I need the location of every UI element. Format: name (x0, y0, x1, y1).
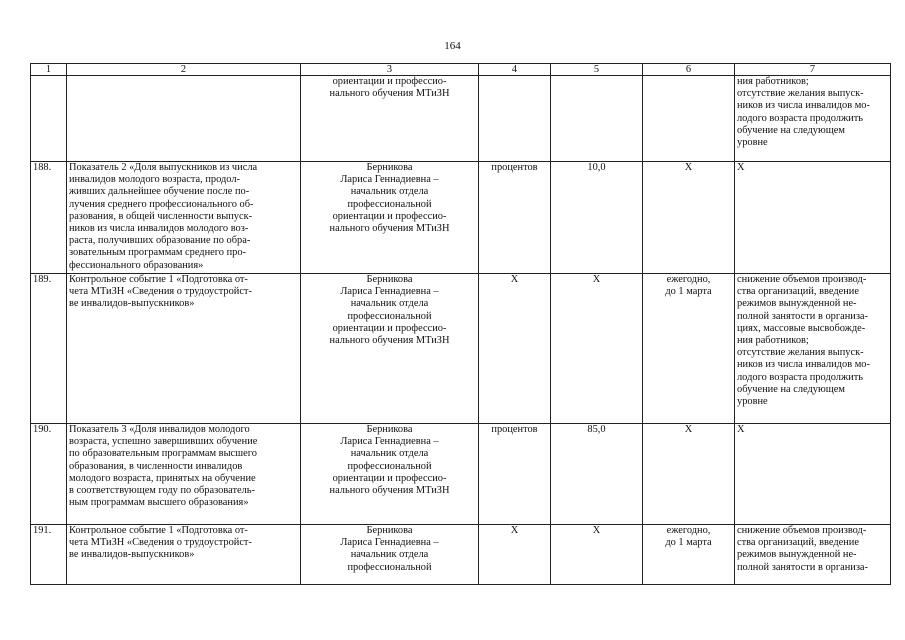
risks-cell-line: ников из числа инвалидов мо- (737, 359, 870, 371)
responsible-cell-line: профессиональной (347, 561, 432, 573)
term-cell-line: до 1 марта (665, 537, 712, 549)
unit-cell: Х (479, 525, 551, 585)
risks-cell-line: ства организаций, введение (737, 286, 859, 298)
unit-cell (479, 76, 551, 162)
responsible-cell (301, 525, 479, 585)
table-body (31, 76, 891, 585)
table-row (31, 525, 891, 585)
risks-cell (735, 162, 891, 274)
description-cell-line: Контрольное событие 1 «Подготовка от- (69, 274, 248, 285)
risks-cell-line: ников из числа инвалидов мо- (737, 100, 870, 112)
term-cell-line: ежегодно, (666, 274, 711, 285)
risks-cell-line: режимов вынужденной не- (737, 298, 857, 310)
term-cell-line: до 1 марта (665, 286, 712, 298)
risks-cell-line: ния работников; (737, 335, 809, 347)
description-cell-line: возраста, успешно завершивших обучение (69, 436, 258, 448)
description-cell-line: Показатель 3 «Доля инвалидов молодого (69, 424, 250, 435)
risks-cell-line: уровне (737, 137, 768, 149)
responsible-cell-line: Берникова (366, 274, 413, 285)
description-cell-line: чета МТиЗН «Сведения о трудоустройст- (69, 286, 252, 298)
table-row (31, 162, 891, 274)
risks-cell-line: обучение на следующем (737, 383, 845, 395)
row-number-cell: 188. (31, 162, 67, 274)
responsible-cell-line: нального обучения МТиЗН (329, 485, 450, 497)
column-header: 5 (551, 64, 643, 76)
term-cell (643, 274, 735, 424)
risks-cell-line: лодого возраста продолжить (737, 112, 863, 124)
responsible-cell-line: Лариса Геннадиевна – (340, 436, 439, 448)
responsible-cell (301, 162, 479, 274)
description-cell-line: инвалидов молодого возраста, продол- (69, 174, 240, 186)
description-cell (67, 76, 301, 162)
responsible-cell-line: начальник отдела (350, 298, 429, 310)
description-cell-line: ве инвалидов-выпускников» (69, 549, 195, 561)
description-cell-line: чета МТиЗН «Сведения о трудоустройст- (69, 537, 252, 549)
risks-cell-line: лодого возраста продолжить (737, 371, 863, 383)
risks-cell-line: снижение объемов производ- (737, 274, 867, 285)
term-cell (643, 76, 735, 162)
table-row (31, 76, 891, 162)
value-cell: Х (551, 274, 643, 424)
description-cell-line: ным программам высшего образования» (69, 497, 249, 509)
description-cell-line: Показатель 2 «Доля выпускников из числа (69, 162, 258, 173)
responsible-cell-line: ориентации и профессио- (332, 210, 447, 222)
responsible-cell-line: Берникова (366, 162, 413, 173)
responsible-cell-line: начальник отдела (350, 549, 429, 561)
value-cell: Х (551, 525, 643, 585)
table-row (31, 274, 891, 424)
responsible-cell-line: начальник отдела (350, 448, 429, 460)
responsible-cell-line: ориентации и профессио- (332, 322, 447, 334)
term-cell (643, 424, 735, 525)
risks-cell-line: Х (737, 162, 745, 173)
responsible-cell-line: начальник отдела (350, 186, 429, 198)
column-header: 3 (301, 64, 479, 76)
risks-cell (735, 525, 891, 585)
description-cell-line: образования, в численности инвалидов (69, 460, 243, 472)
description-cell (67, 274, 301, 424)
row-number-cell: 190. (31, 424, 67, 525)
column-header: 7 (735, 64, 891, 76)
description-cell-line: разования, в общей численности выпуск- (69, 210, 253, 222)
column-header: 4 (479, 64, 551, 76)
responsible-cell (301, 274, 479, 424)
column-header: 2 (67, 64, 301, 76)
risks-cell-line: снижение объемов производ- (737, 525, 867, 536)
description-cell (67, 525, 301, 585)
description-cell-line: по образовательным программам высшего (69, 448, 257, 460)
risks-cell-line: режимов вынужденной не- (737, 549, 857, 561)
description-cell-line: раста, получивших образование по обра- (69, 235, 251, 247)
row-number-cell: 189. (31, 274, 67, 424)
risks-cell (735, 76, 891, 162)
responsible-cell-line: нального обучения МТиЗН (329, 223, 450, 235)
column-header: 1 (31, 64, 67, 76)
risks-cell-line: полной занятости в организа- (737, 561, 869, 573)
description-cell (67, 424, 301, 525)
unit-cell: процентов (479, 424, 551, 525)
risks-cell (735, 274, 891, 424)
row-number-cell: 191. (31, 525, 67, 585)
responsible-cell-line: Лариса Геннадиевна – (340, 537, 439, 549)
risks-cell (735, 424, 891, 525)
description-cell-line: лучения среднего профессионального об- (69, 198, 254, 210)
description-cell-line: в соответствующем году по образователь- (69, 485, 255, 497)
responsible-cell-line: профессиональной (347, 460, 432, 472)
value-cell: 85,0 (551, 424, 643, 525)
risks-cell-line: циях, массовые высвобожде- (737, 322, 866, 334)
responsible-cell-line: Лариса Геннадиевна – (340, 286, 439, 298)
responsible-cell-line: профессиональной (347, 310, 432, 322)
risks-cell-line: Х (737, 424, 745, 435)
risks-cell-line: обучение на следующем (737, 124, 845, 136)
term-cell (643, 525, 735, 585)
value-cell: 10,0 (551, 162, 643, 274)
responsible-cell-line: Берникова (366, 525, 413, 536)
row-number-cell (31, 76, 67, 162)
term-cell-line: Х (684, 424, 693, 435)
responsible-cell-line: ориентации и профессио- (332, 472, 447, 484)
responsible-cell-line: профессиональной (347, 198, 432, 210)
table-row (31, 424, 891, 525)
responsible-cell-line: ориентации и профессио- (332, 76, 447, 87)
responsible-cell (301, 424, 479, 525)
risks-cell-line: уровне (737, 396, 768, 408)
responsible-cell-line: Берникова (366, 424, 413, 435)
page-number: 164 (444, 40, 461, 52)
description-cell-line: Контрольное событие 1 «Подготовка от- (69, 525, 248, 536)
value-cell (551, 76, 643, 162)
term-cell-line: Х (684, 162, 693, 173)
description-cell-line: живших дальнейшее обучение после по- (69, 186, 250, 198)
risks-cell-line: отсутствие желания выпуск- (737, 347, 864, 359)
description-cell-line: ников из числа инвалидов молодого воз- (69, 223, 249, 235)
column-header-row (31, 64, 891, 76)
term-cell-line: ежегодно, (666, 525, 711, 536)
document-table (30, 63, 891, 585)
responsible-cell-line: нального обучения МТиЗН (329, 335, 450, 347)
column-header: 6 (643, 64, 735, 76)
description-cell (67, 162, 301, 274)
description-cell-line: зовательным программам среднего про- (69, 247, 246, 259)
description-cell-line: молодого возраста, принятых на обучение (69, 472, 256, 484)
unit-cell: процентов (479, 162, 551, 274)
responsible-cell-line: Лариса Геннадиевна – (340, 174, 439, 186)
risks-cell-line: полной занятости в организа- (737, 310, 869, 322)
unit-cell: Х (479, 274, 551, 424)
term-cell (643, 162, 735, 274)
risks-cell-line: ния работников; (737, 76, 809, 87)
description-cell-line: ве инвалидов-выпускников» (69, 298, 195, 310)
risks-cell-line: ства организаций, введение (737, 537, 859, 549)
description-cell-line: фессионального образования» (69, 259, 204, 271)
responsible-cell-line: нального обучения МТиЗН (329, 88, 450, 100)
responsible-cell (301, 76, 479, 162)
risks-cell-line: отсутствие желания выпуск- (737, 88, 864, 100)
